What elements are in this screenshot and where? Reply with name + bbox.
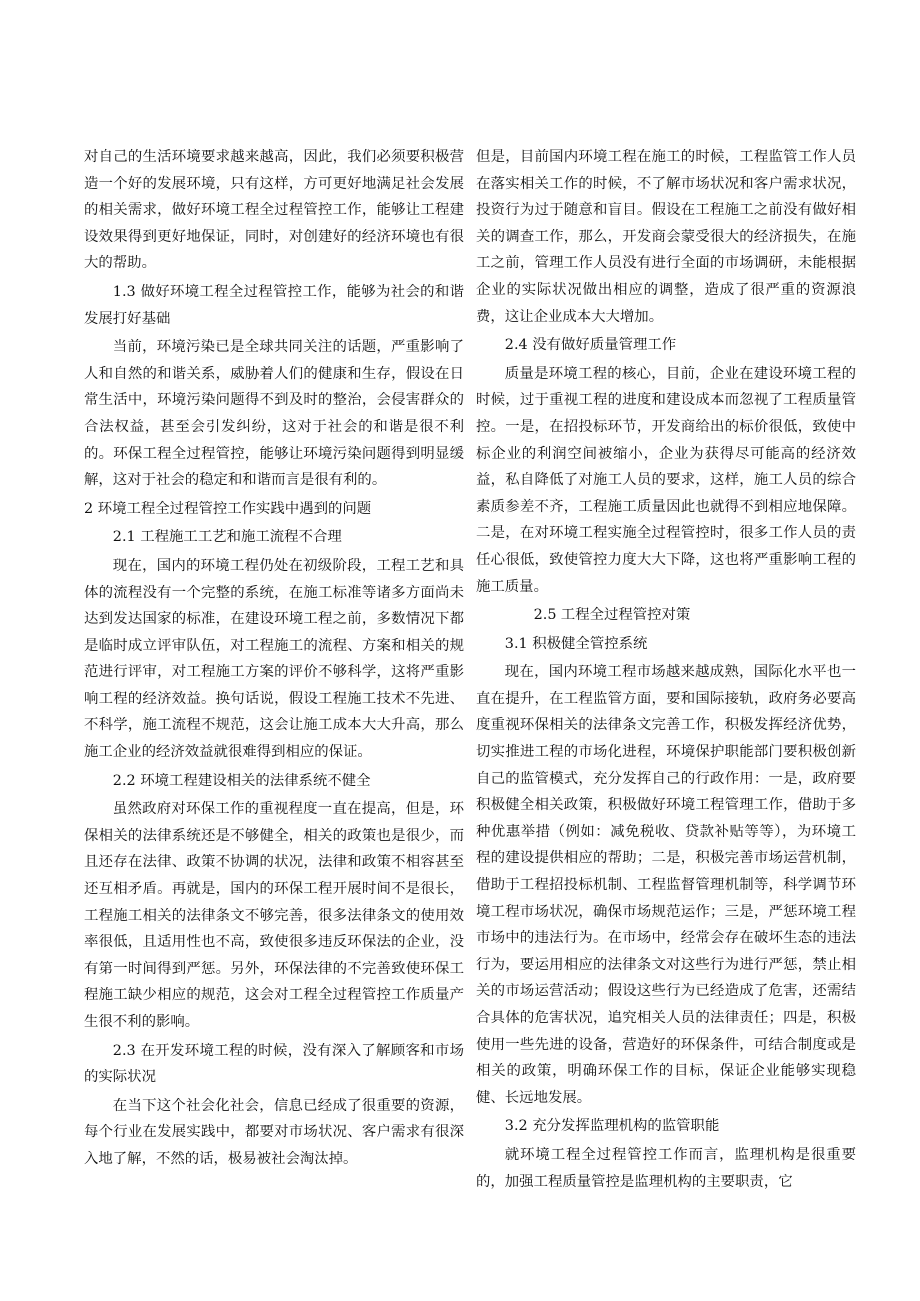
section-heading-2-2: 2.2 环境工程建设相关的法律系统不健全 (112, 772, 371, 789)
body-paragraph: 现在，国内环境工程市场越来越成熟，国际化水平也一直在提升，在工程监管方面，要和国际接轨，政府务必要高度重视环保相关的法律条文完善工作，积极发挥经济优势，切实推进工程的市场化进程，环境保护职能部门要积极创新自己的监管模式，充分发挥自己的行政作用：一是，政府要积极健全相关政策，积极做好环境工程管理工作，借助于多种优惠举措（例如：减免税收、贷款补贴等等），为环境工程的建设提供相应的帮助；二是，积极完善市场运营机制，借助于工程招投标机制、工程监督管理机制等，科学调节环境工程市场状况，确保市场规范运作；三是，严惩环境工程市场中的违法行为。在市场中，经常会存在破坏生态的违法行为，要运用相应的法律条文对这些行为进行严惩，禁止相关的市场运营活动；假设这些行为已经造成了危害，还需结合具体的危害状况，追究相关人员的法律责任；四是，积极使用一些先进的设备，营造好的环保条件，可结合制度或是相关的政策，明确环保工作的目标，保证企业能够实现稳健、长远地发展。 (476, 664, 856, 1106)
section-title: 工程全过程管控对策 (560, 607, 691, 624)
section-heading-2: 2 环境工程全过程管控工作实践中遇到的问题 (84, 500, 372, 517)
section-heading-3-1: 3.1 积极健全管控系统 (504, 635, 648, 652)
section-heading-2-5 (476, 602, 856, 629)
section-heading-1-3: 1.3 做好环境工程全过程管控工作，能够为社会的和谐发展打好基础 (84, 283, 464, 327)
section-heading-2-1: 2.1 工程施工工艺和施工流程不合理 (112, 529, 342, 546)
section-heading-3-2: 3.2 充分发挥监理机构的监管职能 (504, 1118, 720, 1135)
left-column (84, 144, 464, 1173)
body-paragraph: 对自己的生活环境要求越来越高，因此，我们必须要积极营造一个好的发展环境，只有这样，方可更好地满足社会发展的相关需求，做好环境工程全过程管控工作，能够让工程建设效果得到更好地保证，同时，对创建好的经济环境也有很大的帮助。 (84, 149, 464, 272)
body-paragraph: 虽然政府对环保工作的重视程度一直在提高，但是，环保相关的法律系统还是不够健全，相关的政策也是很少，而且还存在法律、政策不协调的状况，法律和政策不相容甚至还互相矛盾。再就是，国内的环保工程开展时间不是很长，工程施工相关的法律条文不够完善，很多法律条文的使用效率很低，且适用性也不高，致使很多违反环保法的企业，没有第一时间得到严惩。另外，环保法律的不完善致使环保工程施工缺少相应的规范，这会对工程全过程管控工作质量产生很不利的影响。 (84, 801, 464, 1030)
section-heading-2-3: 2.3 在开发环境工程的时候，没有深入了解顾客和市场的实际状况 (84, 1042, 464, 1086)
body-paragraph: 当前，环境污染已是全球共同关注的话题，严重影响了人和自然的和谐关系，威胁着人们的健康和生存，假设在日常生活中，环境污染问题得不到及时的整治，会侵害群众的合法权益，甚至会引发纠纷，这对于社会的和谐是很不利的。环保工程全过程管控，能够让环境污染问题得到明显缓解，这对于社会的稳定和和谐而言是很有利的。 (84, 339, 464, 489)
section-number: 2.5 (533, 607, 557, 624)
body-paragraph: 在当下这个社会化社会，信息已经成了很重要的资源，每个行业在发展实践中，都要对市场状况、客户需求有很深入地了解，不然的话，极易被社会淘汰掉。 (84, 1097, 464, 1167)
body-paragraph: 但是，目前国内环境工程在施工的时候，工程监管工作人员在落实相关工作的时候，不了解市场状况和客户需求状况，投资行为过于随意和盲目。假设在工程施工之前没有做好相关的调查工作，那么，开发商会蒙受很大的经济损失，在施工之前，管理工作人员没有进行全面的市场调研，未能根据企业的实际状况做出相应的调整，造成了很严重的资源浪费，这让企业成本大大增加。 (476, 149, 856, 325)
body-paragraph: 质量是环境工程的核心，目前，企业在建设环境工程的时候，过于重视工程的进度和建设成本而忽视了工程质量管控。一是，在招投标环节，开发商给出的标价很低，致使中标企业的利润空间被缩小，企业为获得尽可能高的经济效益，私自降低了对施工人员的要求，这样，施工人员的综合素质参差不齐，工程施工质量因此也就得不到相应地保障。二是，在对环境工程实施全过程管控时，很多工作人员的责任心很低，致使管控力度大大下降，这也将严重影响工程的施工质量。 (476, 365, 856, 595)
body-paragraph: 现在，国内的环境工程仍处在初级阶段，工程工艺和具体的流程没有一个完整的系统，在施工标准等诸多方面尚未达到发达国家的标准，在建设环境工程之前，多数情况下都是临时成立评审队伍，对工程施工的流程、方案和相关的规范进行评审，对工程施工方案的评价不够科学，这将严重影响工程的经济效益。换句话说，假设工程施工技术不先进、不科学，施工流程不规范，这会让施工成本大大升高，那么施工企业的经济效益就很难得到相应的保证。 (84, 557, 464, 761)
section-heading-2-4: 2.4 没有做好质量管理工作 (504, 337, 677, 354)
right-column (476, 144, 856, 1195)
body-paragraph: 就环境工程全过程管控工作而言，监理机构是很重要的，加强工程质量管控是监理机构的主要职责，它 (476, 1146, 856, 1190)
